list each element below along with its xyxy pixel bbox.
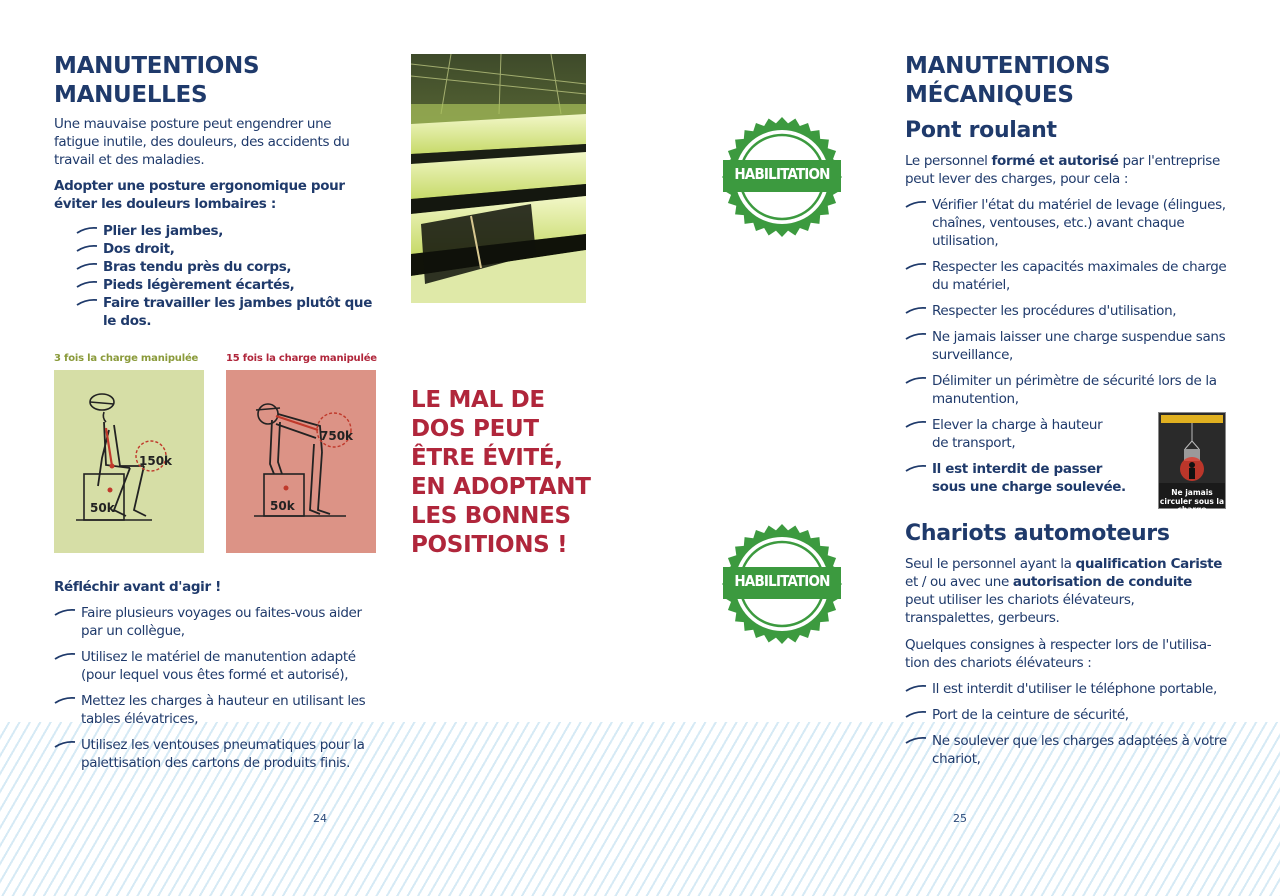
dash-icon (76, 243, 98, 253)
title-line-1: MANUTENTIONS (905, 53, 1111, 79)
dash-icon (54, 607, 76, 617)
dash-icon (76, 225, 98, 235)
good-posture-illustration (54, 370, 204, 553)
pont-intro: Le personnel formé et autorisé par l'entreprise peut lever des charges, pour cela : (905, 153, 1220, 187)
title-line-2: MANUELLES (54, 82, 208, 108)
slogan-line: EN ADOPTANT (411, 474, 591, 500)
dash-icon (76, 279, 98, 289)
dash-icon (905, 735, 927, 745)
crane-safety-sign (1158, 412, 1226, 514)
reflect-heading: Réfléchir avant d'agir ! (54, 579, 221, 595)
svg-text:50k: 50k (270, 499, 295, 513)
left-page-title (54, 52, 384, 110)
stamp-label: HABILITATION (734, 572, 830, 590)
pont-item: Il est interdit de passer sous une charge soulevée. (905, 460, 1135, 496)
reflect-item: Utilisez le matériel de manutention adapté (pour lequel vous êtes formé et autorisé), (54, 648, 374, 684)
good-posture-caption: 3 fois la charge manipulée (54, 353, 199, 364)
reflect-list (54, 604, 374, 780)
warehouse-photo (411, 54, 586, 303)
suspended-load-icon (1159, 413, 1225, 483)
dash-icon (905, 463, 927, 473)
posture-item: Faire travailler les jambes plutôt que le dos. (76, 294, 376, 330)
dash-icon (905, 261, 927, 271)
dash-icon (54, 651, 76, 661)
dash-icon (905, 199, 927, 209)
chariot-item: Port de la ceinture de sécurité, (905, 706, 1230, 724)
habilitation-stamp-top (721, 116, 843, 238)
title-line-2: MÉCANIQUES (905, 82, 1074, 108)
pont-item: Ne jamais laisser une charge suspendue sans surveillance, (905, 328, 1230, 364)
pont-item: Elever la charge à hauteur de transport, (905, 416, 1115, 452)
bad-posture-caption: 15 fois la charge manipulée (226, 353, 377, 364)
posture-item: Plier les jambes, (76, 222, 376, 240)
dash-icon (905, 331, 927, 341)
pont-item: Vérifier l'état du matériel de levage (élingues, chaînes, ventouses, etc.) avant chaque utilisation, (905, 196, 1230, 250)
dash-icon (54, 739, 76, 749)
posture-item: Bras tendu près du corps, (76, 258, 376, 276)
slogan-line: ÊTRE ÉVITÉ, (411, 445, 563, 471)
reflect-item: Faire plusieurs voyages ou faites-vous aider par un collègue, (54, 604, 374, 640)
pont-item: Délimiter un périmètre de sécurité lors de la manutention, (905, 372, 1230, 408)
stamp-label: HABILITATION (734, 165, 830, 183)
bad-posture-illustration (226, 370, 376, 553)
warehouse-rolls-image (411, 54, 586, 303)
chariots-consignes: Quelques consignes à respecter lors de l'utilisa-tion des chariots élévateurs : (905, 637, 1212, 671)
chariots-intro: Seul le personnel ayant la qualification Cariste et / ou avec une autorisation de conduite peut utiliser les chariots élévateurs, transpalettes, gerbeurs. (905, 556, 1223, 626)
sign-text: Ne jamais circuler sous la charge (1159, 488, 1225, 514)
slogan (411, 386, 601, 560)
title-line-1: MANUTENTIONS (54, 53, 260, 79)
page-number-right: 25 (953, 812, 967, 825)
slogan-line: LE MAL DE (411, 387, 545, 413)
posture-list (76, 222, 376, 330)
right-page-title (905, 52, 1235, 110)
dash-icon (76, 297, 98, 307)
chariot-item: Il est interdit d'utiliser le téléphone portable, (905, 680, 1230, 698)
chariot-item: Ne soulever que les charges adaptées à votre chariot, (905, 732, 1230, 768)
intro-paragraph: Une mauvaise posture peut engendrer une fatigue inutile, des douleurs, des accidents du travail et des maladies. (54, 116, 350, 168)
posture-item: Dos droit, (76, 240, 376, 258)
chariots-list (905, 680, 1230, 776)
crouching-worker-icon (54, 370, 204, 553)
dash-icon (905, 375, 927, 385)
habilitation-stamp-bottom (721, 523, 843, 645)
posture-item: Pieds légèrement écartés, (76, 276, 376, 294)
dash-icon (905, 683, 927, 693)
reflect-item: Utilisez les ventouses pneumatiques pour la palettisation des cartons de produits finis. (54, 736, 374, 772)
svg-text:150k: 150k (139, 454, 173, 468)
reflect-item: Mettez les charges à hauteur en utilisant les tables élévatrices, (54, 692, 374, 728)
slogan-line: DOS PEUT (411, 416, 539, 442)
dash-icon (905, 709, 927, 719)
page-number-left: 24 (313, 812, 327, 825)
pont-roulant-heading: Pont roulant (905, 118, 1057, 143)
dash-icon (54, 695, 76, 705)
dash-icon (76, 261, 98, 271)
pont-item: Respecter les capacités maximales de charge du matériel, (905, 258, 1230, 294)
pont-item: Respecter les procédures d'utilisation, (905, 302, 1230, 320)
svg-text:50k: 50k (90, 501, 115, 515)
slogan-line: POSITIONS ! (411, 532, 568, 558)
slogan-line: LES BONNES (411, 503, 571, 529)
svg-text:750k: 750k (320, 429, 354, 443)
bending-worker-icon (226, 370, 376, 553)
dash-icon (905, 305, 927, 315)
posture-heading: Adopter une posture ergonomique pour éviter les douleurs lombaires : (54, 178, 345, 212)
chariots-heading: Chariots automoteurs (905, 521, 1170, 546)
dash-icon (905, 419, 927, 429)
